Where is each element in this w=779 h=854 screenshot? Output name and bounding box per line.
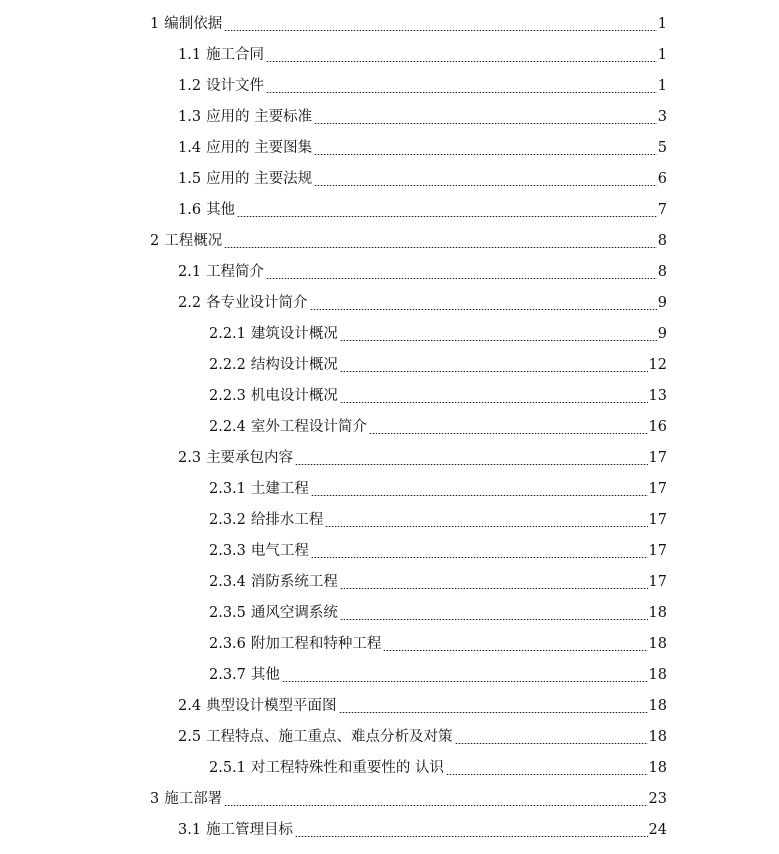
toc-entry[interactable] (0, 691, 667, 722)
toc-entry-title: 通风空调系统 (250, 605, 338, 622)
dot-leader (224, 30, 657, 31)
dot-leader (340, 588, 648, 589)
toc-entry[interactable] (0, 9, 667, 40)
toc-entry-number: 2.3.4 (209, 574, 246, 591)
toc-entry-number: 2.2 (178, 295, 202, 312)
toc-entry-title: 主要承包内容 (206, 450, 294, 467)
toc-entry[interactable] (0, 288, 667, 319)
toc-entry[interactable] (0, 226, 667, 257)
toc-entry-title: 对工程特殊性和重要性的 认识 (250, 760, 445, 777)
toc-entry-page-number: 17 (648, 481, 667, 498)
toc-entry-page-number: 9 (657, 326, 667, 343)
dot-leader (446, 774, 648, 775)
dot-leader (224, 805, 647, 806)
toc-entry-title: 编制依据 (164, 16, 223, 33)
toc-entry-page-number: 17 (648, 450, 667, 467)
dot-leader (314, 185, 657, 186)
toc-entry-number: 2.3 (178, 450, 202, 467)
toc-entry-page-number: 17 (648, 574, 667, 591)
toc-entry-number: 2.5 (178, 729, 202, 746)
toc-entry-title: 工程特点、施工重点、难点分析及对策 (206, 729, 453, 746)
toc-entry-title: 电气工程 (250, 543, 309, 560)
dot-leader (383, 650, 647, 651)
toc-entry-page-number: 13 (648, 388, 667, 405)
toc-entry-title: 施工管理目标 (206, 822, 294, 839)
toc-entry-number: 3.1 (178, 822, 202, 839)
toc-entry-number: 2.2.3 (209, 388, 246, 405)
toc-entry[interactable] (0, 350, 667, 381)
dot-leader (266, 61, 657, 62)
toc-entry-page-number: 16 (648, 419, 667, 436)
toc-entry[interactable] (0, 474, 667, 505)
toc-entry-page-number: 12 (648, 357, 667, 374)
toc-entry-page-number: 7 (657, 202, 667, 219)
toc-entry-title: 典型设计模型平面图 (206, 698, 337, 715)
dot-leader (311, 495, 648, 496)
toc-entry[interactable] (0, 629, 667, 660)
toc-entry-title: 应用的 主要法规 (206, 171, 313, 188)
toc-entry-page-number: 18 (648, 698, 667, 715)
toc-entry-number: 1.1 (178, 47, 202, 64)
dot-leader (340, 340, 657, 341)
toc-entry[interactable] (0, 133, 667, 164)
toc-entry[interactable] (0, 753, 667, 784)
toc-entry-title: 室外工程设计简介 (250, 419, 367, 436)
toc-entry-number: 2 (150, 233, 160, 250)
toc-entry-number: 2.4 (178, 698, 202, 715)
toc-entry-number: 2.1 (178, 264, 202, 281)
toc-entry-title: 工程概况 (164, 233, 223, 250)
dot-leader (340, 619, 648, 620)
toc-entry-title: 建筑设计概况 (250, 326, 338, 343)
toc-entry-number: 3 (150, 791, 160, 808)
table-of-contents (0, 9, 779, 846)
toc-entry-page-number: 8 (657, 233, 667, 250)
toc-entry-number: 1.6 (178, 202, 202, 219)
toc-entry-page-number: 1 (657, 78, 667, 95)
toc-entry-number: 1.3 (178, 109, 202, 126)
dot-leader (369, 433, 648, 434)
toc-entry[interactable] (0, 195, 667, 226)
toc-entry-title: 设计文件 (206, 78, 265, 95)
dot-leader (295, 464, 647, 465)
toc-entry-page-number: 23 (648, 791, 667, 808)
toc-entry-number: 1 (150, 16, 160, 33)
toc-entry-title: 给排水工程 (250, 512, 324, 529)
toc-entry-page-number: 8 (657, 264, 667, 281)
toc-entry[interactable] (0, 598, 667, 629)
toc-entry-title: 其他 (206, 202, 236, 219)
toc-entry-title: 消防系统工程 (250, 574, 338, 591)
dot-leader (314, 154, 657, 155)
toc-entry-page-number: 1 (657, 47, 667, 64)
toc-entry-number: 2.3.6 (209, 636, 246, 653)
toc-entry-title: 附加工程和特种工程 (250, 636, 382, 653)
toc-entry-number: 2.2.4 (209, 419, 246, 436)
dot-leader (314, 123, 657, 124)
toc-entry-page-number: 9 (657, 295, 667, 312)
toc-entry-number: 1.2 (178, 78, 202, 95)
toc-entry[interactable] (0, 505, 667, 536)
toc-entry[interactable] (0, 784, 667, 815)
dot-leader (340, 402, 648, 403)
toc-entry[interactable] (0, 660, 667, 691)
toc-entry[interactable] (0, 257, 667, 288)
toc-entry-title: 其他 (250, 667, 280, 684)
toc-entry[interactable] (0, 412, 667, 443)
toc-entry-page-number: 18 (648, 636, 667, 653)
toc-entry-title: 工程简介 (206, 264, 265, 281)
toc-entry-page-number: 17 (648, 512, 667, 529)
toc-entry[interactable] (0, 381, 667, 412)
toc-entry-number: 2.3.7 (209, 667, 246, 684)
dot-leader (310, 309, 657, 310)
toc-entry-page-number: 18 (648, 760, 667, 777)
toc-entry-number: 1.4 (178, 140, 202, 157)
toc-entry-number: 2.3.1 (209, 481, 246, 498)
toc-entry[interactable] (0, 536, 667, 567)
toc-entry-page-number: 18 (648, 605, 667, 622)
toc-entry-page-number: 1 (657, 16, 667, 33)
toc-entry-number: 2.3.5 (209, 605, 246, 622)
toc-entry[interactable] (0, 815, 667, 846)
toc-entry-page-number: 5 (657, 140, 667, 157)
toc-entry-page-number: 18 (648, 729, 667, 746)
dot-leader (339, 712, 648, 713)
toc-entry[interactable] (0, 102, 667, 133)
toc-entry-number: 2.3.2 (209, 512, 246, 529)
toc-entry-page-number: 18 (648, 667, 667, 684)
toc-entry-title: 施工部署 (164, 791, 223, 808)
toc-entry[interactable] (0, 567, 667, 598)
toc-entry-number: 2.2.1 (209, 326, 246, 343)
dot-leader (295, 836, 647, 837)
toc-entry-number: 2.2.2 (209, 357, 246, 374)
toc-entry-number: 1.5 (178, 171, 202, 188)
toc-entry-title: 施工合同 (206, 47, 265, 64)
dot-leader (340, 371, 648, 372)
toc-entry[interactable] (0, 164, 667, 195)
toc-entry[interactable] (0, 40, 667, 71)
toc-entry-number: 2.3.3 (209, 543, 246, 560)
toc-entry-title: 各专业设计简介 (206, 295, 308, 312)
dot-leader (455, 743, 648, 744)
toc-entry[interactable] (0, 319, 667, 350)
toc-entry-number: 2.5.1 (209, 760, 246, 777)
toc-entry[interactable] (0, 722, 667, 753)
toc-entry-title: 土建工程 (250, 481, 309, 498)
dot-leader (224, 247, 657, 248)
toc-entry-page-number: 6 (657, 171, 667, 188)
dot-leader (311, 557, 648, 558)
dot-leader (282, 681, 648, 682)
dot-leader (266, 92, 657, 93)
toc-entry-title: 应用的 主要标准 (206, 109, 313, 126)
dot-leader (237, 216, 657, 217)
toc-entry-page-number: 24 (648, 822, 667, 839)
toc-entry-title: 结构设计概况 (250, 357, 338, 374)
toc-entry-page-number: 3 (657, 109, 667, 126)
toc-entry[interactable] (0, 71, 667, 102)
toc-entry-title: 应用的 主要图集 (206, 140, 313, 157)
toc-entry-title: 机电设计概况 (250, 388, 338, 405)
toc-entry[interactable] (0, 443, 667, 474)
dot-leader (325, 526, 647, 527)
dot-leader (266, 278, 657, 279)
toc-entry-page-number: 17 (648, 543, 667, 560)
